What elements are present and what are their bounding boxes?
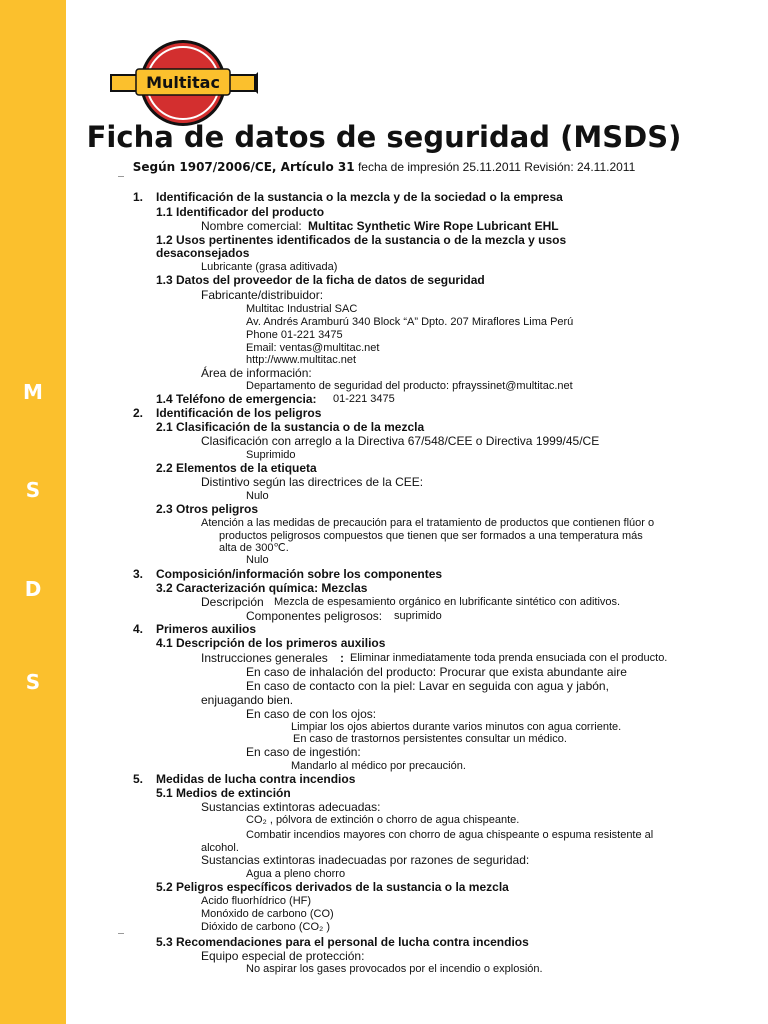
text-line: Atención a las medidas de precaución para el tratamiento de productos que contienen flúor o (201, 517, 655, 529)
page-subtitle (0, 160, 768, 174)
text-line: Mezcla de espesamiento orgánico en lubrificante sintético con aditivos. (274, 596, 621, 608)
text-line: Distintivo según las directrices de la CEE: (201, 475, 424, 489)
text-line: Clasificación con arreglo a la Directiva 67/548/CEE o Directiva 1999/45/CE (201, 434, 600, 448)
logo-text: Multitac (146, 73, 220, 92)
section-heading: 5.1 Medios de extinción (156, 786, 291, 800)
text-line: productos peligrosos compuestos que tienen que ser formados a una temperatura más (219, 530, 643, 542)
section-heading: 2. (133, 406, 144, 420)
text-line: Sustancias extintoras adecuadas: (201, 800, 381, 814)
regulation-reference: Según 1907/2006/CE, Artículo 31 (132, 160, 355, 174)
text-line: Suprimido (246, 449, 296, 461)
text-line: Fabricante/distribuidor: (201, 288, 324, 302)
section-heading: 1.4 Teléfono de emergencia: (156, 392, 317, 406)
section-heading: 2.3 Otros peligros (156, 502, 259, 516)
section-heading: Primeros auxilios (156, 622, 257, 636)
section-heading: : (340, 651, 344, 665)
section-heading: 2.1 Clasificación de la sustancia o de la mezcla (156, 420, 425, 434)
text-line: Sustancias extintoras inadecuadas por razones de seguridad: (201, 853, 530, 867)
section-heading: 2.2 Elementos de la etiqueta (156, 461, 317, 475)
section-heading: Composición/información sobre los componentes (156, 567, 443, 581)
text-line: suprimido (394, 610, 442, 622)
section-heading: 3. (133, 567, 144, 581)
text-line: En caso de inhalación del producto: Procurar que exista abundante aire (246, 665, 627, 679)
page-title: Ficha de datos de seguridad (MSDS) (86, 120, 682, 154)
sidebar-letter-s: S (25, 478, 41, 502)
text-line: http://www.multitac.net (246, 354, 357, 366)
text-line: Lubricante (grasa aditivada) (201, 261, 338, 273)
section-heading: 4. (133, 622, 144, 636)
text-line: CO₂ , pólvora de extinción o chorro de agua chispeante. (246, 814, 520, 826)
text-line: alcohol. (201, 842, 239, 854)
text-line: alta de 300℃. (219, 542, 289, 554)
section-heading: 4.1 Descripción de los primeros auxilios (156, 636, 386, 650)
text-line: Limpiar los ojos abiertos durante varios minutos con agua corriente. (291, 721, 622, 733)
section-heading: Identificación de los peligros (156, 406, 322, 420)
text-line: En caso de contacto con la piel: Lavar en seguida con agua y jabón, (246, 679, 609, 693)
section-heading: 3.2 Caracterización química: Mezclas (156, 581, 368, 595)
dates-text: fecha de impresión 25.11.2011 Revisión: 24.11.2011 (354, 160, 636, 174)
sidebar-letter-s2: S (25, 670, 41, 694)
text-line: Dióxido de carbono (CO₂ ) (201, 921, 330, 933)
text-line: Nulo (246, 490, 269, 502)
text-line: Phone 01-221 3475 (246, 329, 343, 341)
section-heading: 1. (133, 190, 144, 204)
text-line: Área de información: (201, 366, 312, 380)
text-line: Departamento de seguridad del producto: pfrayssinet@multitac.net (246, 380, 573, 392)
section-heading: Multitac Synthetic Wire Rope Lubricant EHL (308, 219, 559, 233)
section-heading: desaconsejados (156, 246, 250, 260)
text-line: Instrucciones generales (201, 651, 328, 665)
text-line: Mandarlo al médico por precaución. (291, 760, 466, 772)
section-heading: 1.2 Usos pertinentes identificados de la sustancia o de la mezcla y usos (156, 233, 567, 247)
text-line: En caso de con los ojos: (246, 707, 377, 721)
section-heading: 1.3 Datos del proveedor de la ficha de datos de seguridad (156, 273, 485, 287)
text-line: enjuagando bien. (201, 693, 294, 707)
text-line: Av. Andrés Aramburú 340 Block “A” Dpto. 207 Miraflores Lima Perú (246, 316, 574, 328)
text-line: Email: ventas@multitac.net (246, 342, 380, 354)
multitac-logo (108, 38, 258, 128)
text-line: Eliminar inmediatamente toda prenda ensuciada con el producto. (350, 652, 668, 664)
text-line: Combatir incendios mayores con chorro de agua chispeante o espuma resistente al (246, 829, 654, 841)
section-heading: Medidas de lucha contra incendios (156, 772, 356, 786)
sidebar-letter-m: M (23, 380, 43, 404)
text-line: Acido fluorhídrico (HF) (201, 895, 312, 907)
section-heading: Identificación de la sustancia o la mezcla y de la sociedad o la empresa (156, 190, 563, 204)
sidebar-letter-d: D (24, 577, 42, 601)
margin-mark (118, 176, 124, 177)
text-line: Nulo (246, 554, 269, 566)
text-line: Monóxido de carbono (CO) (201, 908, 334, 920)
text-line: Nombre comercial: (201, 219, 302, 233)
text-line: Agua a pleno chorro (246, 868, 346, 880)
section-heading: 5.2 Peligros específicos derivados de la sustancia o la mezcla (156, 880, 509, 894)
section-heading: 1.1 Identificador del producto (156, 205, 325, 219)
text-line: Equipo especial de protección: (201, 949, 365, 963)
section-heading: 5.3 Recomendaciones para el personal de lucha contra incendios (156, 935, 529, 949)
text-line: En caso de ingestión: (246, 745, 361, 759)
text-line: No aspirar los gases provocados por el incendio o explosión. (246, 963, 543, 975)
text-line: Componentes peligrosos: (246, 609, 383, 623)
text-line: En caso de trastornos persistentes consultar un médico. (293, 733, 567, 745)
text-line: Descripción (201, 595, 264, 609)
section-heading: 5. (133, 772, 144, 786)
text-line: Multitac Industrial SAC (246, 303, 358, 315)
margin-mark (118, 933, 124, 934)
text-line: 01-221 3475 (333, 393, 395, 405)
